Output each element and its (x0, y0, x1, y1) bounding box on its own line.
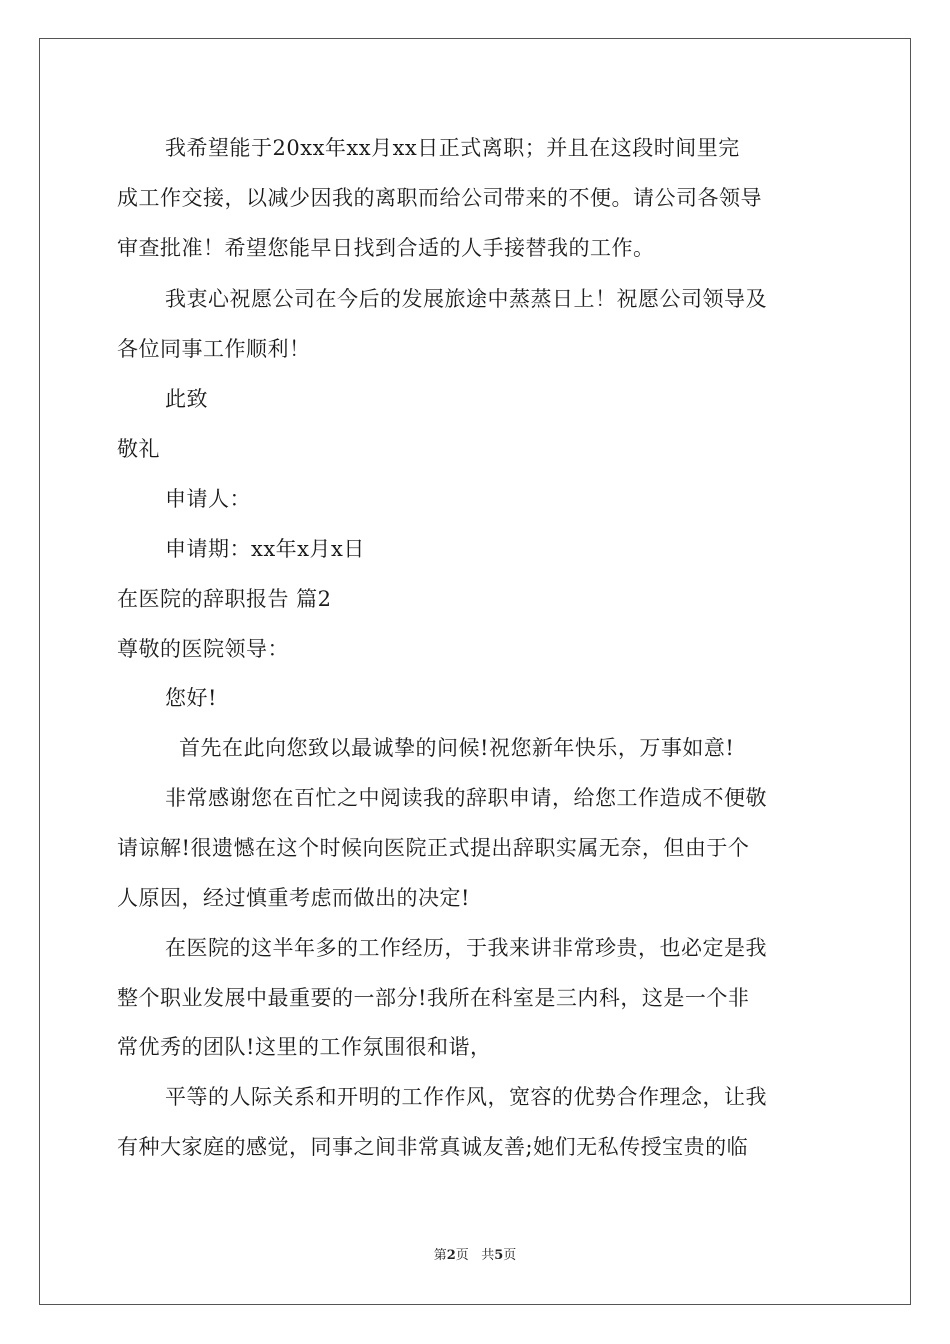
paragraph-line: 审查批准！希望您能早日找到合适的人手接替我的工作。 (117, 236, 655, 260)
paragraph-line: 常优秀的团队!这里的工作氛围很和谐， (117, 1035, 492, 1059)
paragraph-line: 首先在此向您致以最诚挚的问候!祝您新年快乐，万事如意! (179, 736, 735, 760)
application-date: 申请期：xx年x月x日 (165, 537, 365, 561)
paragraph-line: 请谅解!很遗憾在这个时候向医院正式提出辞职实属无奈，但由于个 (117, 836, 750, 860)
total-prefix: 共 (481, 1248, 495, 1263)
paragraph-line: 我希望能于20xx年xx月xx日正式离职；并且在这段时间里完 (165, 136, 740, 160)
closing-salutation: 此致 (165, 387, 208, 411)
paragraph-line: 我衷心祝愿公司在今后的发展旅途中蒸蒸日上！祝愿公司领导及 (165, 287, 767, 311)
paragraph-line: 整个职业发展中最重要的一部分!我所在科室是三内科，这是一个非 (117, 986, 750, 1010)
closing-regards: 敬礼 (117, 437, 160, 461)
paragraph-line: 人原因，经过慎重考虑而做出的决定! (117, 886, 470, 910)
page-number: 2 (446, 1248, 456, 1263)
paragraph-line: 非常感谢您在百忙之中阅读我的辞职申请，给您工作造成不便敬 (165, 786, 767, 810)
paragraph-line: 成工作交接，以减少因我的离职而给公司带来的不便。请公司各领导 (117, 186, 762, 210)
greeting: 您好! (165, 686, 217, 710)
applicant-label: 申请人： (165, 487, 251, 511)
section-heading: 在医院的辞职报告 篇2 (117, 587, 332, 611)
paragraph-line: 各位同事工作顺利！ (117, 337, 311, 361)
total-suffix: 页 (503, 1248, 517, 1263)
total-pages: 5 (494, 1248, 504, 1263)
paragraph-line: 在医院的这半年多的工作经历，于我来讲非常珍贵，也必定是我 (165, 936, 767, 960)
paragraph-line: 有种大家庭的感觉，同事之间非常真诚友善;她们无私传授宝贵的临 (117, 1135, 749, 1159)
paragraph-line: 平等的人际关系和开明的工作作风，宽容的优势合作理念，让我 (165, 1085, 767, 1109)
page-footer (0, 1247, 950, 1265)
greeting-recipient: 尊敬的医院领导： (117, 637, 289, 661)
page-suffix: 页 (455, 1248, 469, 1263)
page-prefix: 第 (433, 1248, 447, 1263)
